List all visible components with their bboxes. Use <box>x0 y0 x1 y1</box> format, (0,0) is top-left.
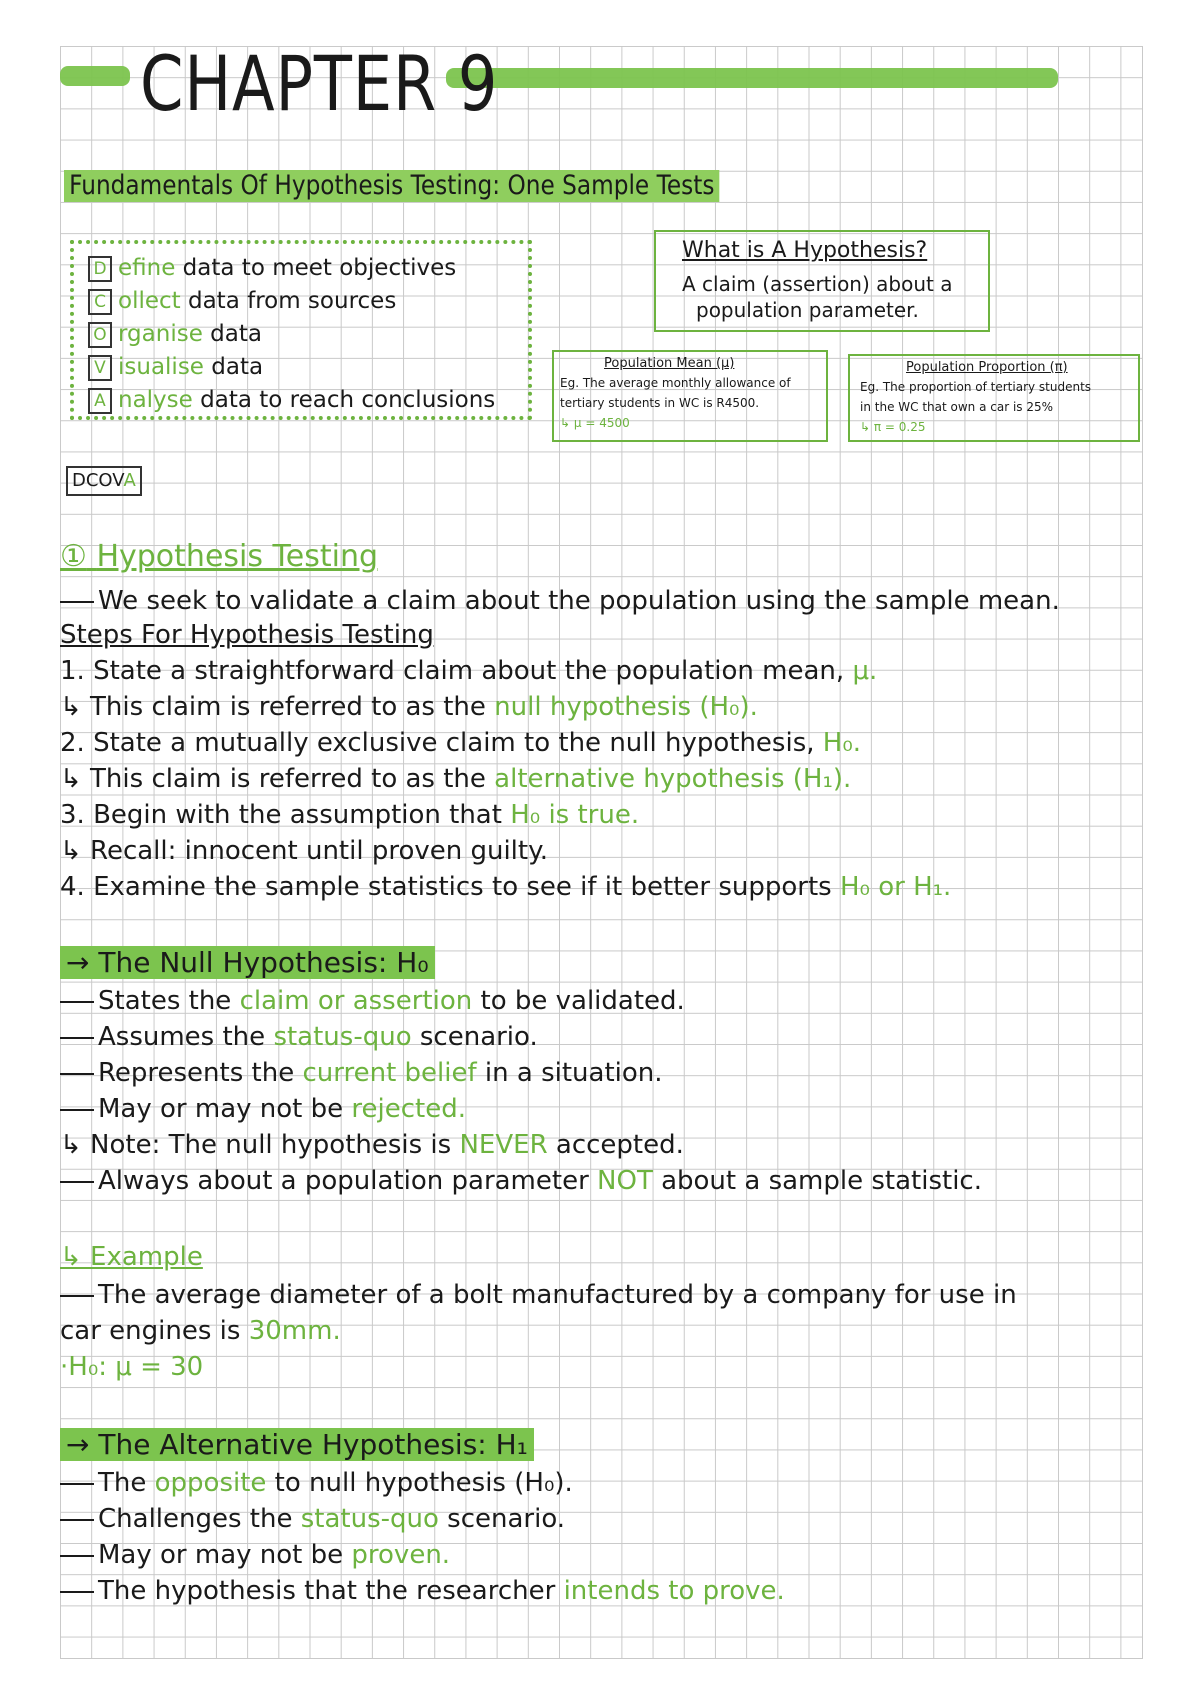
section-heading-hypothesis-testing <box>60 540 378 574</box>
example-line: car engines is 30mm. <box>60 1316 341 1346</box>
title-highlight-left <box>60 66 130 86</box>
dcova-item <box>88 320 262 348</box>
step-line: ↳ Recall: innocent until proven guilty. <box>60 836 549 866</box>
null-hypothesis-heading <box>60 946 435 980</box>
dcova-tag <box>66 466 142 496</box>
dcova-text: data from sources <box>180 288 397 314</box>
proportion-box-line: Eg. The proportion of tertiary students <box>860 380 1092 394</box>
hypothesis-definition-box <box>654 230 990 332</box>
hypothesis-box-title: What is A Hypothesis? <box>682 238 928 263</box>
section-number: ① <box>60 539 87 574</box>
intro-text: We seek to validate a claim about the population using the sample mean. <box>98 586 1060 616</box>
alternative-hypothesis-heading <box>60 1428 534 1462</box>
dash-bullet <box>60 601 94 603</box>
example-heading: ↳ Example <box>60 1242 203 1272</box>
null-line: Always about a population parameter NOT about a sample statistic. <box>60 1164 982 1198</box>
dcova-letter: O <box>88 322 112 348</box>
alternative-hypothesis-title: → The Alternative Hypothesis: H₁ <box>60 1428 534 1461</box>
step-line: ↳ This claim is referred to as the alternative hypothesis (H₁). <box>60 764 852 794</box>
null-line: Assumes the status-quo scenario. <box>60 1020 538 1054</box>
chapter-title: CHAPTER 9 <box>140 39 499 128</box>
dcova-item <box>88 353 263 381</box>
alt-line: The hypothesis that the researcher intends to prove. <box>60 1574 785 1608</box>
null-line: Represents the current belief in a situation. <box>60 1056 663 1090</box>
proportion-box-title: Population Proportion (π) <box>906 360 1068 375</box>
dcova-text: data <box>202 321 262 347</box>
dcova-text: data <box>203 354 264 380</box>
section-title: Hypothesis Testing <box>96 539 378 574</box>
dcova-letter: C <box>88 289 112 315</box>
steps-title: Steps For Hypothesis Testing <box>60 620 434 650</box>
dcova-green-text: ollect <box>118 288 181 314</box>
proportion-box-line: ↳ π = 0.25 <box>860 420 926 434</box>
dcova-item <box>88 386 495 414</box>
hypothesis-box-line: population parameter. <box>696 298 919 322</box>
population-proportion-box <box>848 354 1140 442</box>
step-line: 1. State a straightforward claim about the population mean, μ. <box>60 656 878 686</box>
subtitle: Fundamentals Of Hypothesis Testing: One Sample Tests <box>64 170 720 202</box>
population-mean-box <box>552 350 828 442</box>
dcova-list-box <box>70 240 532 420</box>
mean-box-line: Eg. The average monthly allowance of <box>560 376 791 390</box>
null-hypothesis-title: → The Null Hypothesis: H₀ <box>60 946 435 979</box>
proportion-box-line: in the WC that own a car is 25% <box>860 400 1054 414</box>
dcova-text: data to reach conclusions <box>192 387 496 413</box>
null-line: May or may not be rejected. <box>60 1092 466 1126</box>
step-line: 4. Examine the sample statistics to see if it better supports H₀ or H₁. <box>60 872 952 902</box>
intro-line <box>60 584 1060 618</box>
null-line: States the claim or assertion to be validated. <box>60 984 685 1018</box>
dcova-item <box>88 254 456 282</box>
dcova-item <box>88 287 396 315</box>
dcova-green-text: nalyse <box>118 387 193 413</box>
step-line: 2. State a mutually exclusive claim to the null hypothesis, H₀. <box>60 728 862 758</box>
mean-box-line: ↳ μ = 4500 <box>560 416 630 430</box>
dcova-letter: A <box>88 388 112 414</box>
null-note-line: ↳ Note: The null hypothesis is NEVER accepted. <box>60 1130 684 1160</box>
dcova-tag-green: A <box>123 470 136 491</box>
dcova-letter: D <box>88 256 112 282</box>
example-h0-line: ·H₀: μ = 30 <box>60 1352 204 1382</box>
alt-line: Challenges the status-quo scenario. <box>60 1502 565 1536</box>
step-line: 3. Begin with the assumption that H₀ is true. <box>60 800 640 830</box>
step-line: ↳ This claim is referred to as the null hypothesis (H₀). <box>60 692 758 722</box>
example-line: The average diameter of a bolt manufactured by a company for use in <box>60 1278 1017 1312</box>
dcova-letter: V <box>88 355 112 381</box>
dcova-green-text: efine <box>118 255 176 281</box>
mean-box-title: Population Mean (μ) <box>604 356 735 371</box>
alt-line: May or may not be proven. <box>60 1538 450 1572</box>
dcova-green-text: isualise <box>118 354 204 380</box>
dcova-text: data to meet objectives <box>175 255 457 281</box>
dcova-green-text: rganise <box>118 321 203 347</box>
dcova-tag-black: DCOV <box>72 470 124 491</box>
alt-line: The opposite to null hypothesis (H₀). <box>60 1466 573 1500</box>
title-highlight-right <box>446 68 1058 88</box>
mean-box-line: tertiary students in WC is R4500. <box>560 396 760 410</box>
hypothesis-box-line: A claim (assertion) about a <box>682 272 953 296</box>
